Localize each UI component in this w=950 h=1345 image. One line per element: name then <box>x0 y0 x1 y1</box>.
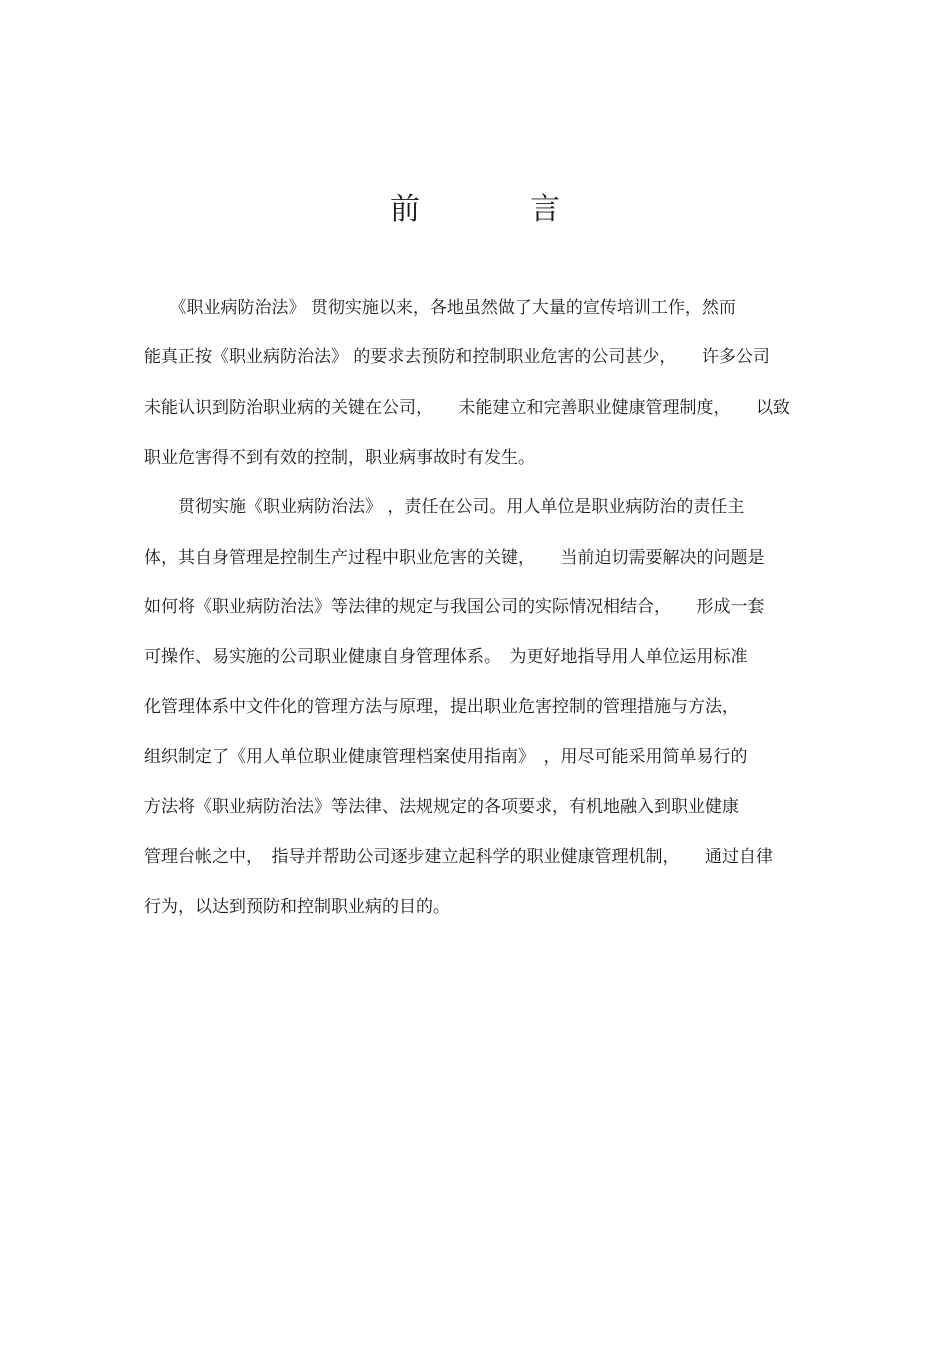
paragraph-line: 如何将《职业病防治法》等法律的规定与我国公司的实际情况相结合， 形成一套 <box>144 597 765 617</box>
paragraph-line: 可操作、易实施的公司职业健康自身管理体系。 为更好地指导用人单位运用标准 <box>144 647 748 667</box>
paragraph-line: 方法将《职业病防治法》等法律、法规规定的各项要求，有机地融入到职业健康 <box>144 797 739 817</box>
paragraph-line: 行为，以达到预防和控制职业病的目的。 <box>144 897 450 917</box>
paragraph-line: 管理台帐之中， 指导并帮助公司逐步建立起科学的职业健康管理机制， 通过自律 <box>144 847 773 867</box>
paragraph-line: 贯彻实施《职业病防治法》 ，责任在公司。用人单位是职业病防治的责任主 <box>144 497 745 517</box>
paragraph-line: 未能认识到防治职业病的关键在公司， 未能建立和完善职业健康管理制度， 以致 <box>144 398 790 418</box>
page-title: 前 言 <box>390 192 600 227</box>
paragraph-line: 能真正按《职业病防治法》 的要求去预防和控制职业危害的公司甚少， 许多公司 <box>144 347 770 367</box>
paragraph-line: 职业危害得不到有效的控制，职业病事故时有发生。 <box>144 448 535 468</box>
paragraph-line: 体，其自身管理是控制生产过程中职业危害的关键， 当前迫切需要解决的问题是 <box>144 548 765 568</box>
paragraph-line: 组织制定了《用人单位职业健康管理档案使用指南》 ，用尽可能采用简单易行的 <box>144 747 748 767</box>
paragraph-line: 化管理体系中文件化的管理方法与原理，提出职业危害控制的管理措施与方法， <box>144 697 739 717</box>
paragraph-line: 《职业病防治法》 贯彻实施以来，各地虽然做了大量的宣传培训工作，然而 <box>144 298 736 318</box>
